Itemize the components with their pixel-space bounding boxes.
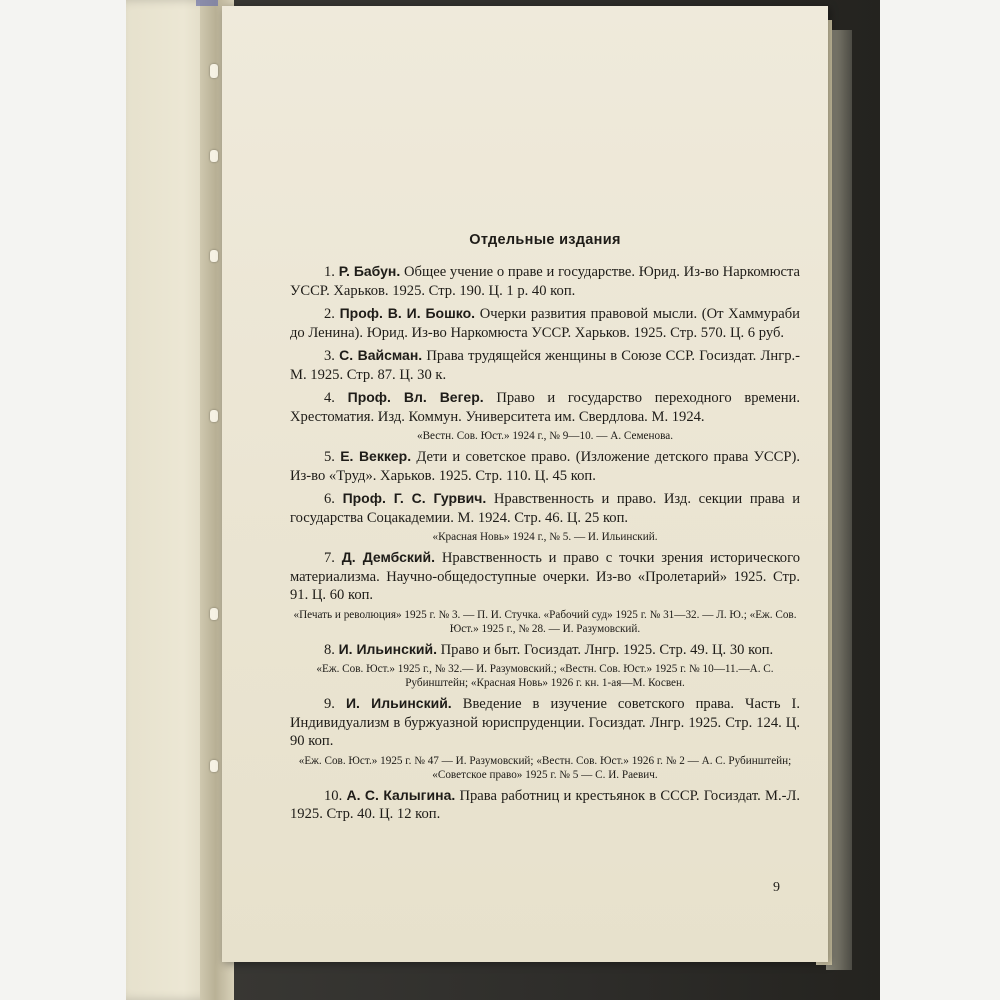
entry-author: Е. Веккер. [340,448,412,464]
entry-text: Право и быт. Госиздат. Лнгр. 1925. Стр. 49. Ц. 30 коп. [440,641,774,658]
bibliography-entry [290,694,800,751]
review-reference: «Еж. Сов. Юст.» 1925 г., № 32.— И. Разумовский.; «Вестн. Сов. Юст.» 1925 г. № 10—11.—А. С. Рубинштейн; «Красная Новь» 1926 г. кн. 1-ая—М. Косвен. [316,663,774,689]
review-reference: «Еж. Сов. Юст.» 1925 г. № 47 — И. Разумовский; «Вестн. Сов. Юст.» 1926 г. № 2 — А. С. Рубинштейн; «Советское право» 1925 г. № 5 — С. И. Раевич. [298,754,792,781]
bibliography-entry [290,388,800,426]
entry-author: С. Вайсман. [339,347,423,363]
bibliography-entry [290,447,800,485]
review-reference: «Красная Новь» 1924 г., № 5. — И. Ильинский. [432,531,658,543]
entry-number: 4. [324,390,335,406]
entry-author: И. Ильинский. [338,640,437,657]
bibliography-entry [290,640,800,660]
bibliography-entry [290,304,800,342]
entry-number: 10. [324,787,343,804]
entry-text: Нравственность и право. Изд. секции права и государства Соцакадемии. М. 1924. Стр. 46. Ц. 25 коп. [290,491,800,526]
entry-text: Права работниц и крестьянок в СССР. Госиздат. М.-Л. 1925. Стр. 40. Ц. 12 коп. [290,787,800,822]
entry-number: 6. [324,491,335,507]
entry-text: Дети и советское право. (Изложение детского права УССР). Из-во «Труд». Харьков. 1925. Стр. 110. Ц. 45 коп. [290,449,801,484]
entry-number: 5. [324,449,335,465]
bibliography-list [290,262,800,824]
entry-text: Очерки развития правовой мысли. (От Хаммураби до Ленина). Юрид. Из-во Наркомюста УССР. Харьков. 1925. Стр. 570. Ц. 6 руб. [290,306,800,341]
entry-number: 2. [324,306,335,322]
binding-stitch [210,64,218,78]
entry-number: 8. [324,641,335,658]
entry-number: 9. [324,696,335,712]
entry-text: Общее учение о праве и государстве. Юрид. Из-во Наркомюста УССР. Харьков. 1925. Стр. 190. Ц. 1 р. 40 коп. [290,264,800,299]
entry-text: Право и государство переходного времени. Хрестоматия. Изд. Коммун. Университета им. Свердлова. М. 1924. [290,390,800,425]
bookmark-ribbon [196,0,218,6]
bibliography-entry [290,489,800,527]
entry-author: Р. Бабун. [338,263,401,279]
entry-author: Проф. В. И. Бошко. [339,305,476,321]
entry-author: Д. Дембский. [341,549,435,565]
entry-author: Проф. Вл. Вегер. [347,389,484,405]
entry-author: Проф. Г. С. Гурвич. [342,490,487,506]
review-reference: «Вестн. Сов. Юст.» 1924 г., № 9—10. — А. Семенова. [416,430,674,442]
entry-text: Введение в изучение советского права. Часть I. Индивидуализм в буржуазной юриспруденции. Госиздат. Лнгр. 1925. Стр. 124. Ц. 90 коп. [290,696,800,749]
binding-stitch [210,250,218,262]
bibliography-entry [290,262,800,300]
binding-stitch [210,410,218,422]
entry-number: 7. [324,550,335,566]
entry-author: А. С. Калыгина. [346,786,456,803]
bibliography-entry [290,786,800,824]
section-heading: Отдельные издания [469,232,621,248]
page-content [290,232,800,824]
entry-text: Права трудящейся женщины в Союзе ССР. Госиздат. Лнгр.-М. 1925. Стр. 87. Ц. 30 к. [290,348,800,383]
entry-number: 3. [324,348,335,364]
binding-stitch [210,150,218,162]
review-reference: «Печать и революция» 1925 г. № 3. — П. И. Стучка. «Рабочий суд» 1925 г. № 31—32. — Л. Ю.; «Еж. Сов. Юст.» 1925 г., № 28. — И. Разумовский. [293,608,797,635]
entry-text: Нравственность и право с точки зрения исторического материализма. Научно-общедоступные очерки. Из-во «Пролетарий» 1925. Стр. 91. Ц. 60 коп. [290,550,801,603]
entry-number: 1. [324,264,335,280]
binding-stitch [210,608,218,620]
bibliography-entry [290,548,800,605]
page-number: 9 [773,880,780,895]
bibliography-entry [290,346,800,384]
binding-stitch [210,760,218,772]
entry-author: И. Ильинский. [345,695,452,711]
